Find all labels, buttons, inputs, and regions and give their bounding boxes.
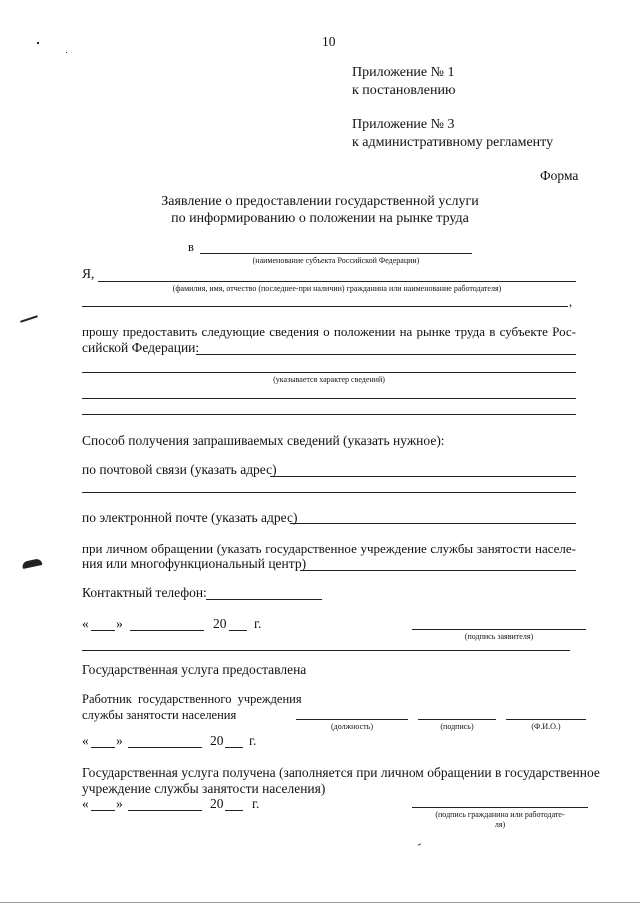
method-personal-line-1: при личном обращении (указать государственное учреждение службы занятости населе- xyxy=(82,541,576,556)
applicant-name-field-continued[interactable] xyxy=(82,306,568,307)
date-year-field[interactable] xyxy=(229,630,247,631)
received-date-year-prefix: 20 xyxy=(210,796,224,811)
appendix-3-subtitle: к административному регламенту xyxy=(352,135,554,150)
applicant-signature-field[interactable] xyxy=(412,629,586,630)
request-details-field-3[interactable] xyxy=(82,398,576,399)
provided-date-close-quote: » xyxy=(116,733,123,748)
worker-name-field[interactable] xyxy=(506,719,586,720)
date-open-quote: « xyxy=(82,616,89,631)
service-received-line-1: Государственная услуга получена (заполняется при личном обращении в государственное xyxy=(82,765,600,780)
date-month-field[interactable] xyxy=(130,630,204,631)
recipient-signature-caption-line-1: (подпись гражданина или работодате- xyxy=(435,810,565,819)
provided-date-day-field[interactable] xyxy=(91,747,115,748)
post-address-field[interactable] xyxy=(270,476,576,477)
scan-speck xyxy=(37,42,39,44)
applicant-caption: (фамилия, имя, отчество (последнее-при наличии) гражданина или наименование работодателя) xyxy=(172,284,502,293)
request-details-field-4[interactable] xyxy=(82,414,576,415)
phone-field[interactable] xyxy=(206,599,322,600)
email-address-field[interactable] xyxy=(290,523,576,524)
phone-label: Контактный телефон: xyxy=(82,585,207,600)
region-caption: (наименование субъекта Российской Федерации) xyxy=(252,256,420,265)
appendix-1-title: Приложение № 1 xyxy=(352,65,455,80)
request-details-field-2[interactable] xyxy=(82,372,576,373)
date-day-field[interactable] xyxy=(91,630,115,631)
region-field[interactable] xyxy=(200,253,472,254)
request-line-2: сийской Федерации: xyxy=(82,340,200,355)
appendix-1-subtitle: к постановлению xyxy=(352,83,456,98)
request-line-1: прошу предоставить следующие сведения о положении на рынке труда в субъекте Рос- xyxy=(82,324,576,339)
page-number: 10 xyxy=(322,34,336,49)
date-year-prefix: 20 xyxy=(213,616,227,631)
received-date-month-field[interactable] xyxy=(128,810,202,811)
provided-date-year-prefix: 20 xyxy=(210,733,224,748)
applicant-trailing-comma: , xyxy=(569,295,573,309)
worker-line-2: службы занятости населения xyxy=(82,708,237,722)
applicant-signature-caption: (подпись заявителя) xyxy=(464,632,534,641)
recipient-signature-field[interactable] xyxy=(412,807,588,808)
worker-signature-caption: (подпись) xyxy=(440,722,474,731)
received-date-year-field[interactable] xyxy=(225,810,243,811)
provided-date-open-quote: « xyxy=(82,733,89,748)
provided-date-year-suffix: г. xyxy=(249,733,257,748)
method-email-label: по электронной почте (указать адрес) xyxy=(82,510,298,525)
applicant-prefix: Я, xyxy=(82,266,95,281)
scan-speck xyxy=(418,843,421,845)
region-prefix: в xyxy=(188,240,194,254)
service-received-line-2: учреждение службы занятости населения) xyxy=(82,781,326,796)
provided-date-month-field[interactable] xyxy=(128,747,202,748)
request-details-field[interactable] xyxy=(196,354,576,355)
date-year-suffix: г. xyxy=(254,616,262,631)
scan-mark xyxy=(20,315,38,322)
method-heading: Способ получения запрашиваемых сведений (указать нужное): xyxy=(82,433,445,448)
form-label: Форма xyxy=(540,168,579,183)
received-date-day-field[interactable] xyxy=(91,810,115,811)
request-caption: (указывается характер сведений) xyxy=(273,375,385,384)
provided-date-year-field[interactable] xyxy=(225,747,243,748)
worker-name-caption: (Ф.И.О.) xyxy=(531,722,561,731)
method-post-label: по почтовой связи (указать адрес) xyxy=(82,462,277,477)
document-title-line-1: Заявление о предоставлении государственной услуги xyxy=(161,194,479,209)
worker-line-1: Работник государственного учреждения xyxy=(82,692,302,706)
applicant-name-field[interactable] xyxy=(98,281,576,282)
worker-position-field[interactable] xyxy=(296,719,408,720)
document-title-line-2: по информированию о положении на рынке труда xyxy=(171,211,469,226)
received-date-open-quote: « xyxy=(82,796,89,811)
scan-mark xyxy=(21,558,42,569)
appendix-3-title: Приложение № 3 xyxy=(352,117,455,132)
worker-position-caption: (должность) xyxy=(331,722,373,731)
scan-speck xyxy=(66,52,67,53)
post-address-field-2[interactable] xyxy=(82,492,576,493)
received-date-year-suffix: г. xyxy=(252,796,260,811)
service-provided-heading: Государственная услуга предоставлена xyxy=(82,662,307,677)
section-divider xyxy=(82,650,570,651)
date-close-quote: » xyxy=(116,616,123,631)
received-date-close-quote: » xyxy=(116,796,123,811)
scan-speck xyxy=(0,902,640,903)
method-personal-line-2: ния или многофункциональный центр) xyxy=(82,556,307,571)
worker-signature-field[interactable] xyxy=(418,719,496,720)
recipient-signature-caption-line-2: ля) xyxy=(494,820,506,829)
personal-office-field[interactable] xyxy=(300,570,576,571)
